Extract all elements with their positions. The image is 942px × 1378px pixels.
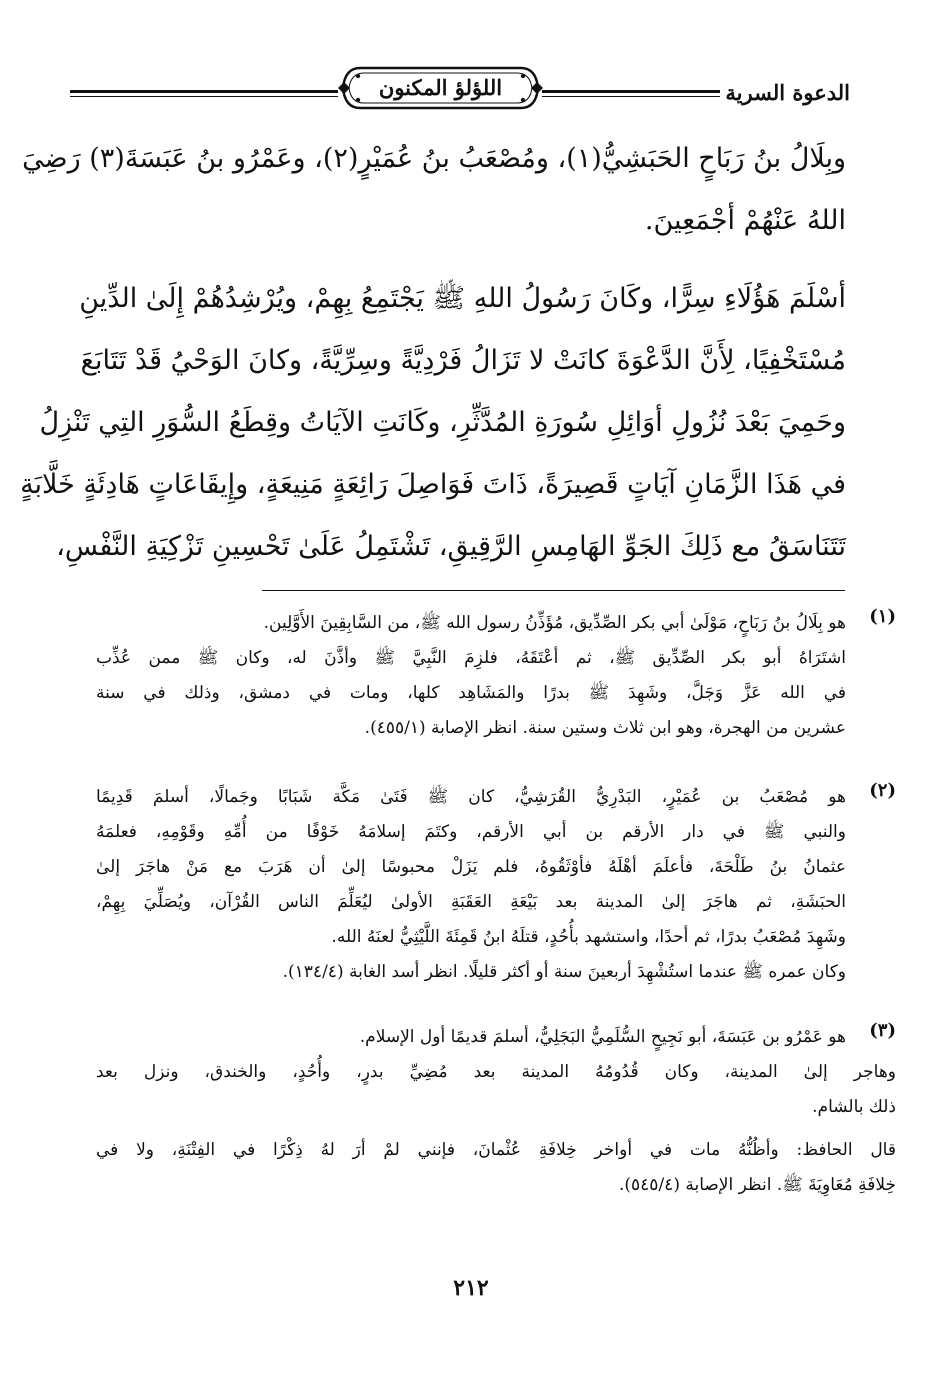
body-line: تَتَنَاسَقُ مع ذَلِكَ الجَوِّ الهَامِسِ الرَّقِيقِ، تَشْتَمِلُ عَلَىٰ تَحْسِينِ تَزْكِيَةِ النَّفْسِ، [56,531,846,562]
footnote-line: في الله عَزَّ وَجَلَّ، وشَهِدَ ﷺ بدرًا والمَشَاهِد كلها، ومات في دمشق، وذلك في سنة [96,683,846,703]
footnote-line: والنبي ﷺ في دار الأرقم بن أبي الأرقم، وكتَمَ إسلامَهُ خَوْفًا من أُمِّهِ وقَوْمِهِ، فعلمَهُ [96,822,846,842]
footnote-line: هو بِلَالُ بنُ رَبَاحٍ، مَوْلَىٰ أبي بكر الصِّدِّيق، مُؤَذِّنُ رسول الله ﷺ، من السَّابِقِينَ الأَوَّلِين. [263,613,846,633]
footnote-number: (١) [869,606,896,627]
page-number: ٢١٢ [453,1275,489,1301]
body-line: مُسْتَخْفِيًا، لِأَنَّ الدَّعْوَةَ كانَتْ لا تَزَالُ فَرْدِيَّةً وسِرِّيَّةً، وكانَ الوَحْيُ قَدْ تَتَابَعَ [80,345,846,376]
footnote-number: (٢) [869,780,896,801]
body-line: وحَمِيَ بَعْدَ نُزُولِ أوَائِلِ سُورَةِ المُدَّثِّرِ، وكَانَتِ الآيَاتُ وقِطَعُ السُّوَرِ التِي تَنْزِلُ [39,407,846,438]
book-title-cartouche [338,62,543,114]
footnote-line: وكان عمره ﷺ عندما استُشْهِدَ أربعينَ سنة أو أكثر قليلًا. انظر أسد الغابة (١٣٤/٤). [282,962,846,982]
chapter-title: الدعوة السرية [725,80,850,105]
footnote-line: هو مُصْعَبُ بن عُمَيْرٍ، البَدْرِيُّ القُرَشِيُّ، كان ﷺ فَتَىٰ مَكَّة شَبَابًا وجَمالًا، أسلمَ قَدِيمًا [96,787,846,807]
footnote-line: وهاجر إلىٰ المدينة، وكان قُدُومُهُ المدينة بعد مُضِيِّ بدرٍ، وأُحُدٍ، والخندق، ونزل بعد [96,1062,896,1082]
footnote-2 [96,780,896,990]
body-paragraph-2 [20,268,846,578]
page-header [70,62,850,122]
footnote-line: الحبَشَةِ، ثم هاجَرَ إلىٰ المدينة بعد بَيْعَةِ العَقَبَةِ الأولىٰ ليُعَلِّمَ الناس القُرْآن، ويُصَلِّيَ بِهِمْ، [96,892,846,912]
body-line: وبِلَالُ بنُ رَبَاحٍ الحَبَشِيُّ(١)، ومُصْعَبُ بنُ عُمَيْرٍ(٢)، وعَمْرُو بنُ عَبَسَةَ(٣) رَضِيَ [22,143,846,174]
body-line: في هَذَا الزَّمَانِ آيَاتٍ قَصِيرَةً، ذَاتَ فَوَاصِلَ رَائِعَةٍ مَنِيعَةٍ، وإِيقَاعَاتٍ هَادِئَةٍ خَلَّابَةٍ [20,469,846,500]
body-line: أسْلَمَ هَؤُلَاءِ سِرًّا، وكَانَ رَسُولُ اللهِ ﷺ يَجْتَمِعُ بِهِمْ، ويُرْشِدُهُمْ إِلَىٰ الدِّينِ [79,283,846,314]
footnote-line: خِلافَةِ مُعَاوِيَةَ ﷺ. انظر الإصابة (٥٤٥/٤). [619,1175,896,1195]
footnote-line: قال الحافظ: وأظُنُّهُ مات في أواخر خِلافَةِ عُثْمانَ، فإنني لمْ أرَ لهُ ذِكْرًا في الفِتْنَةِ، ولا في [96,1140,896,1160]
body-line: اللهُ عَنْهُمْ أجْمَعِينَ. [644,205,846,236]
footnote-line: عثمانُ بنُ طَلْحَةَ، فأعلَمَ أهْلَهُ فأوْثَقُوهُ، فلم يَزَلْ محبوسًا إلىٰ أن هَرَبَ مع مَنْ هاجَرَ إلىٰ [96,857,846,877]
header-rule-left [70,90,338,93]
footnote-line: هو عَمْرُو بن عَبَسَةَ، أبو نَجِيحٍ السُّلَمِيُّ البَجَلِيُّ، أسلمَ قديمًا أول الإسلام. [359,1027,846,1047]
header-rule-right-thin [542,96,720,97]
footnote-line: ذلك بالشام. [812,1097,896,1117]
body-paragraph-1 [22,128,846,252]
footnote-3 [96,1020,896,1203]
book-title: اللؤلؤ المكنون [378,75,503,100]
footnote-number: (٣) [869,1020,896,1041]
footnote-divider [262,590,845,591]
footnote-line: عشرين من الهجرة، وهو ابن ثلاث وستين سنة. انظر الإصابة (٤٥٥/١). [364,718,846,738]
footnote-line: وشَهِدَ مُصْعَبُ بدرًا، ثم أحدًا، واستشهد بأُحُدٍ، قتلَهُ ابنُ قَمِئَةَ اللَّيْثِيُّ لعنَهُ الله. [331,927,846,947]
header-rule-right [542,90,720,93]
footnote-line: اشتَرَاهُ أبو بكر الصِّدِّيق ﷺ، ثم أعْتَقَهُ، فلزِمَ النَّبِيَّ ﷺ وأذَّنَ له، وكان ﷺ ممن عُذِّب [96,648,846,668]
footnote-1 [96,606,896,746]
header-rule-left-thin [70,96,338,97]
